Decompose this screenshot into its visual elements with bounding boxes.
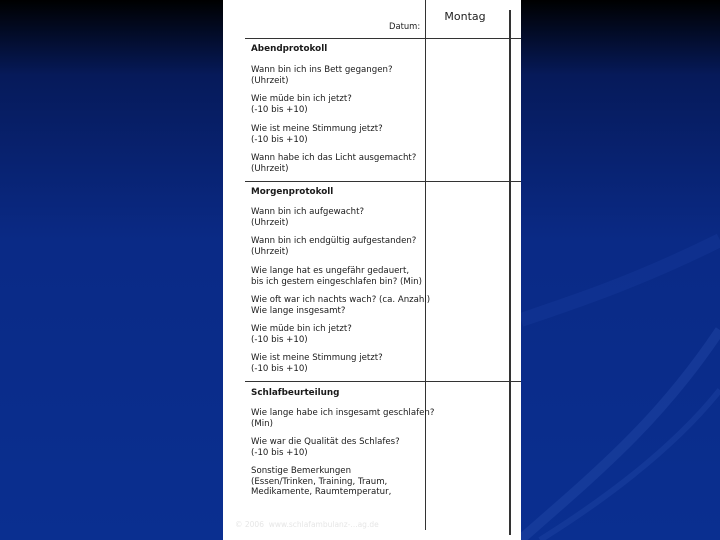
section-title-schlaf: Schlafbeurteilung: [251, 388, 340, 398]
watermark: © 2006 www.schlafambulanz-...ag.de: [235, 520, 379, 529]
question-text: Wann habe ich das Licht ausgemacht? (Uhrzeit): [251, 153, 417, 174]
question-text: Wie ist meine Stimmung jetzt? (-10 bis +10): [251, 353, 383, 374]
question-text: Wie lange hat es ungefähr gedauert, bis ich gestern eingeschlafen bin? (Min): [251, 266, 422, 287]
question-text: Sonstige Bemerkungen (Essen/Trinken, Training, Traum, Medikamente, Raumtemperatur,: [251, 466, 392, 497]
question-text: Wie lange habe ich insgesamt geschlafen? (Min): [251, 408, 435, 429]
sleep-diary-sheet: [223, 0, 521, 540]
section-rule-morgen: [245, 181, 521, 182]
section-title-abend: Abendprotokoll: [251, 44, 328, 54]
question-text: Wann bin ich endgültig aufgestanden? (Uhrzeit): [251, 236, 417, 257]
column-divider-left: [425, 0, 426, 530]
question-text: Wie oft war ich nachts wach? (ca. Anzahl) Wie lange insgesamt?: [251, 295, 431, 316]
question-text: Wann bin ich ins Bett gegangen? (Uhrzeit): [251, 65, 393, 86]
date-label: Datum:: [389, 21, 421, 31]
question-text: Wie war die Qualität des Schlafes? (-10 bis +10): [251, 437, 400, 458]
section-title-morgen: Morgenprotokoll: [251, 187, 334, 197]
column-header-day: Montag: [444, 10, 486, 23]
question-text: Wie müde bin ich jetzt? (-10 bis +10): [251, 324, 352, 345]
section-rule-schlaf: [245, 381, 521, 382]
column-divider-right: [509, 10, 511, 535]
header-rule: [245, 38, 521, 39]
question-text: Wann bin ich aufgewacht? (Uhrzeit): [251, 207, 365, 228]
question-text: Wie müde bin ich jetzt? (-10 bis +10): [251, 94, 352, 115]
question-text: Wie ist meine Stimmung jetzt? (-10 bis +10): [251, 124, 383, 145]
